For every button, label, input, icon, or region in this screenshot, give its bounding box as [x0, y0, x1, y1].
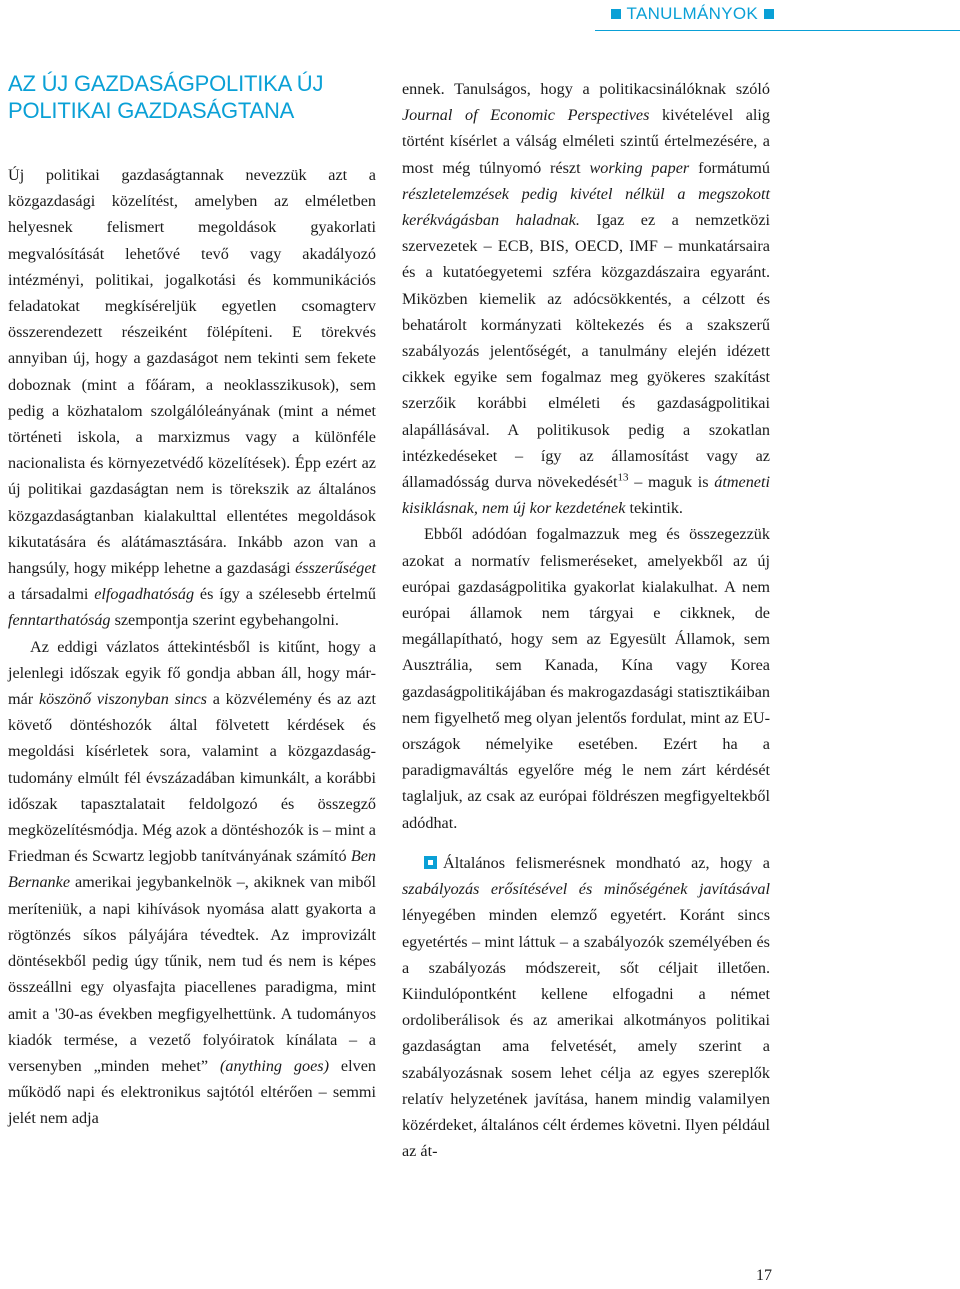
paragraph-text: szempontja szerint egybehangolni. [110, 611, 339, 630]
right-column [402, 76, 770, 1164]
emphasis: ésszerűséget [295, 559, 376, 578]
emphasis: Journal of Economic Perspectives [402, 106, 650, 125]
paragraph-text: formátumú [689, 158, 770, 177]
paragraph-2 [8, 634, 376, 1132]
paragraph-text: lényegében minden elemző egyetért. Koránt sincs egyetértés – mint láttuk – a szabályozók személyében és a szabályozás módszereit, sőt céljait illetően. Kiindulópontként kellene elfogadni a német ordoliberálisok és az amerikai alkotmányos politikai gazdaságtan ama felvetését, amely szerint a szabályozásnak sosem lehet célja az egyes szereplők relatív helyzetének javítása, hanem mindig valamilyen közérdeket, általános célt érdemes követni. Ilyen például az át- [402, 906, 770, 1161]
paragraph-text: elven működő napi és elektronikus sajtótól eltérően – semmi jelét nem adja [8, 1056, 376, 1128]
section-header [611, 4, 774, 24]
square-bullet-icon [611, 9, 621, 19]
footnote-ref[interactable]: 13 [617, 471, 629, 484]
paragraph-text: kivételével alig történt kísérlet a válság elméleti szintű értelmezésére, a most még túlnyomó részt [402, 106, 770, 177]
emphasis: részletelemzések pedig kivétel nélkül a megszokott kerékvágásban haladnak. [402, 184, 770, 230]
paragraph-text: amerikai jegybankelnök –, akiknek van miből meríteniük, a napi kihívások nyomása alatt gyakorta a rögtönzés síkos pályájára tévedtek. Az improvizált döntésekből pedig úgy tűnik, nem tud és nem is képes összeállni egy olyasfajta piacellenes paradigma, mint amit a '30-as években megfigyelhettünk. A tudományos kiadók termése, a vezető folyóiratok kínálata – a versenyben „minden mehet” [8, 873, 376, 1075]
paragraph-text: Az eddigi vázlatos áttekintésből is kitűnt, hogy a jelenlegi időszak egyik fő gondja abban áll, hogy már-már [8, 637, 376, 709]
emphasis: elfogadhatóság [94, 585, 195, 604]
paragraph-text: Igaz ez a nemzetközi szervezetek – ECB, BIS, OECD, IMF – munkatársaira és a kutatóegyetemi szféra közgazdászaira egyaránt. Miközben kiemelik az adócsökkentés, a célzott és behatárolt kormányzati költekezés és a szakszerű szabályozás jelentőségét, a tanulmány elején idézett cikkek egyike sem fogalmaz meg gyökeres szakítást szerzőik korábbi elméleti és gazdaságpolitikai alapállásával. A politikusok pedig a szokatlan intézkedéseket – így az államosítást vagy az államadósság durva növekedését [402, 211, 770, 492]
paragraph-text: Általános felismerésnek mondható az, hogy a [443, 853, 770, 872]
paragraph-text: ennek. Tanulságos, hogy a politikacsinálóknak szóló [402, 80, 770, 98]
paragraph-1 [8, 162, 376, 634]
paragraph-text: – maguk is [628, 473, 715, 492]
emphasis: working paper [589, 158, 690, 177]
paragraph-text: a közvélemény és az azt követő döntéshozók által fölvetett kérdések és megoldási kísérletek sora, valamint a közgazdaság-tudomány elmúlt fél évszázadában kimunkált, a korábbi időszak tapasztalatait feldolgozó és összegző megközelítésmódja. Még azok a döntéshozók is – mint a Friedman és Scwartz legjobb tanítványának számító [8, 690, 377, 866]
emphasis: Ben Bernanke [8, 847, 376, 892]
paragraph-text: tekintik. [625, 499, 683, 518]
paragraph-text: a társadalmi [8, 585, 95, 604]
header-rule [595, 30, 960, 31]
left-column [8, 70, 376, 1132]
emphasis: fenntarthatóság [8, 611, 111, 630]
page-number: 17 [756, 1267, 772, 1284]
emphasis: (anything goes) [219, 1056, 329, 1075]
paragraph-text: Új politikai gazdaságtannak nevezzük azt a közgazdasági közelítést, amelyben az elméletben helyesnek felismert megoldások gyakorlati megvalósítását lehetővé tevő vagy akadályozó intézményi, politikai, jogalkotási és kommunikációs feladatokat megkíséreljük egyetlen csomagterv összerendezett részeiként fölépíteni. E törekvés annyiban új, hogy a gazdaságot nem tekinti sem fekete doboznak (mint a főáram, a neoklasszikusok), sem pedig a közhatalom szolgálóleányának (mint a német történeti iskola, a marxizmus vagy a különféle nacionalista és környezetvédő közelítések). Épp ezért az új politikai gazdaságtan nem is törekszik az általános közgazdaságtanban kialakulttal ellentétes megoldások kikutatására és alátámasztására. Inkább azon van a hangsúly, hogy miképp lehetne a gazdasági [8, 166, 376, 578]
emphasis: átmeneti kisiklásnak, nem új kor kezdetének [402, 473, 770, 518]
emphasis: szabályozás erősítésével és minőségének javításával [402, 880, 770, 899]
section-label: TANULMÁNYOK [626, 4, 758, 23]
paragraph-text: és így a szélesebb értelmű [194, 585, 376, 604]
paragraph-4: Ebből adódóan fogalmazzuk meg és összegezzük azokat a normatív felismeréseket, amelyekből az új európai gazdaságpolitika gyakorlat kialakulhat. A nem európai államok nem tárgyai e cikknek, de megállapítható, hogy sem az Egyesült Államok, sem Ausztrália, sem Kanada, Kína vagy Korea gazdaságpolitikájában és makrogazdasági statisztikáiban nem figyelhető meg olyan jelentős fordulat, mint az EU-országok némelyike esetében. Ezért ha a paradigmaváltás egyelőre még le nem zárt kérdését taglaljuk, az csak az európai földrészen megfigyeltekből adódhat. [402, 525, 770, 832]
square-bullet-icon [424, 856, 437, 869]
article-title: AZ ÚJ GAZDASÁGPOLITIKA ÚJ POLITIKAI GAZDASÁGTANA [8, 71, 324, 123]
square-bullet-icon [764, 9, 774, 19]
paragraph-5 [402, 850, 770, 1164]
paragraph-3 [402, 76, 770, 521]
emphasis: köszönő viszonyban sincs [38, 690, 207, 709]
